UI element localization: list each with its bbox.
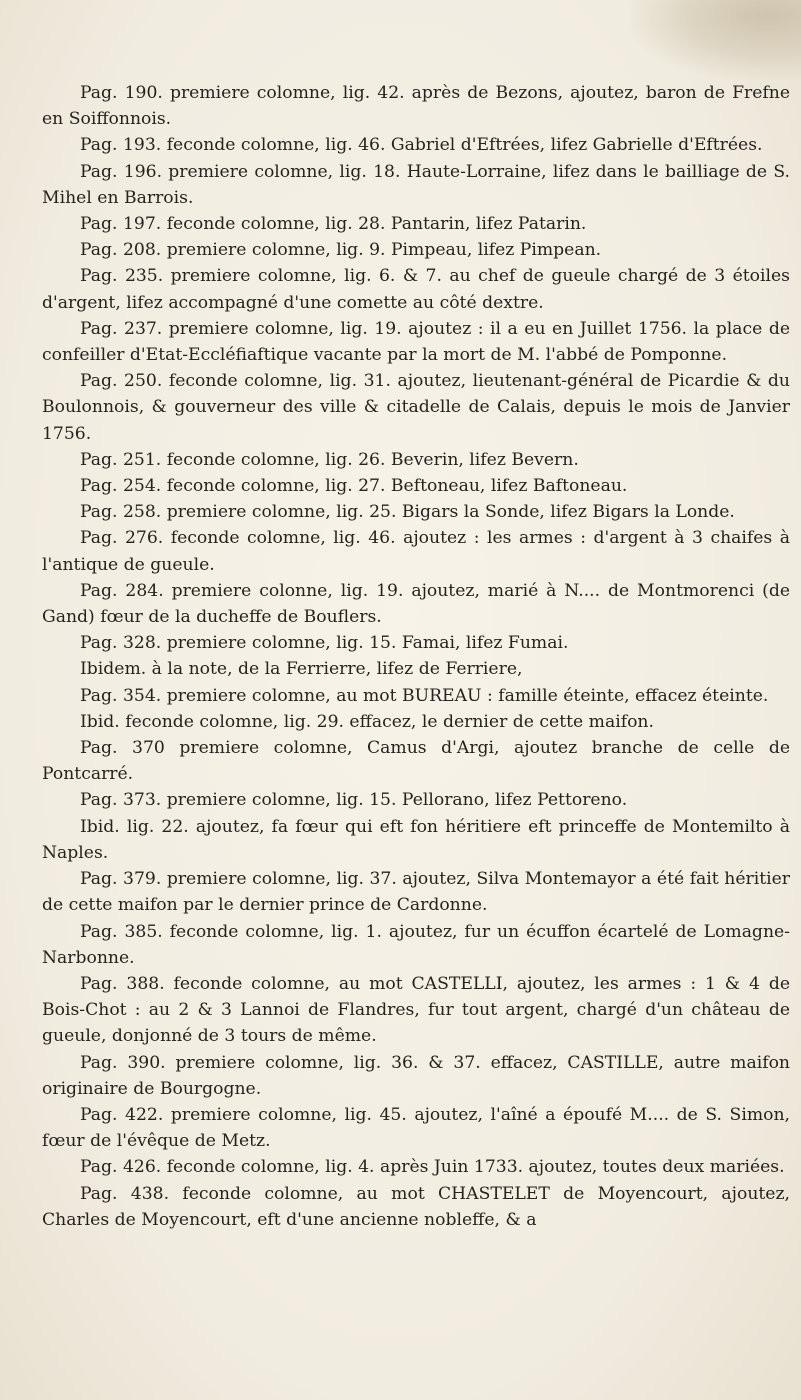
errata-entry: Pag. 251. feconde colomne, lig. 26. Beverin, lifez Bevern. [80, 449, 579, 470]
paper-stain [631, 0, 801, 80]
errata-entry: Pag. 354. premiere colomne, au mot BUREAU : famille éteinte, effacez éteinte. [80, 685, 769, 706]
errata-entry: Pag. 208. premiere colomne, lig. 9. Pimpeau, lifez Pimpean. [80, 240, 602, 261]
errata-entry: Pag. 284. premiere colonne, lig. 19. ajoutez, marié à N.... de Montmorenci (de Gand) fœur de la ducheffe de Bouflers. [42, 580, 790, 628]
errata-entry: Pag. 373. premiere colomne, lig. 15. Pellorano, lifez Pettoreno. [80, 790, 628, 811]
errata-entry: Pag. 422. premiere colomne, lig. 45. ajoutez, l'aîné a époufé M.... de S. Simon, fœur de l'évêque de Metz. [42, 1104, 790, 1152]
errata-entry: Pag. 193. feconde colomne, lig. 46. Gabriel d'Eftrées, lifez Gabrielle d'Eftrées. [80, 135, 763, 156]
errata-entry: Pag. 276. feconde colomne, lig. 46. ajoutez : les armes : d'argent à 3 chaifes à l'antique de gueule. [42, 528, 790, 575]
errata-entry: Pag. 197. feconde colomne, lig. 28. Pantarin, lifez Patarin. [80, 214, 587, 235]
errata-entry: Pag. 258. premiere colomne, lig. 25. Bigars la Sonde, lifez Bigars la Londe. [80, 502, 735, 523]
errata-entry: Pag. 235. premiere colomne, lig. 6. & 7. au chef de gueule chargé de 3 étoiles d'argent, lifez accompagné d'une comette au côté dextre. [42, 266, 790, 313]
errata-entry: Pag. 370 premiere colomne, Camus d'Argi, ajoutez branche de celle de Pontcarré. [42, 738, 790, 785]
errata-entry: Pag. 190. premiere colomne, lig. 42. après de Bezons, ajoutez, baron de Frefne en Soiffonnois. [42, 83, 790, 130]
errata-entry: Pag. 237. premiere colomne, lig. 19. ajoutez : il a eu en Juillet 1756. la place de confeiller d'Etat-Eccléfiaftique vacante par la mort de M. l'abbé de Pomponne. [42, 318, 790, 366]
errata-entry: Pag. 328. premiere colomne, lig. 15. Famai, lifez Fumai. [80, 633, 569, 654]
errata-text [42, 80, 790, 1233]
errata-entry: Ibidem. à la note, de la Ferrierre, lifez de Ferriere, [80, 659, 523, 680]
errata-entry: Pag. 426. feconde colomne, lig. 4. après Juin 1733. ajoutez, toutes deux mariées. [80, 1157, 785, 1178]
errata-entry: Pag. 196. premiere colomne, lig. 18. Haute-Lorraine, lifez dans le bailliage de S. Mihel en Barrois. [42, 161, 790, 208]
errata-entry: Pag. 254. feconde colomne, lig. 27. Beftoneau, lifez Baftoneau. [80, 476, 628, 497]
errata-entry: Pag. 250. feconde colomne, lig. 31. ajoutez, lieutenant-général de Picardie & du Boulonnois, & gouverneur des ville & citadelle de Calais, depuis le mois de Janvier 1756. [42, 371, 790, 444]
errata-entry: Pag. 388. feconde colomne, au mot CASTELLI, ajoutez, les armes : 1 & 4 de Bois-Chot : au 2 & 3 Lannoi de Flandres, fur tout argent, chargé d'un château de gueule, donjonné de 3 tours de même. [42, 973, 790, 1047]
errata-entry: Pag. 390. premiere colomne, lig. 36. & 37. effacez, CASTILLE, autre maifon originaire de Bourgogne. [42, 1052, 790, 1099]
errata-entry: Pag. 438. feconde colomne, au mot CHASTELET de Moyencourt, ajoutez, Charles de Moyencourt, eft d'une ancienne nobleffe, & a [42, 1183, 790, 1230]
errata-entry: Ibid. feconde colomne, lig. 29. effacez, le dernier de cette maifon. [80, 711, 654, 732]
errata-entry: Pag. 385. feconde colomne, lig. 1. ajoutez, fur un écuffon écartelé de Lomagne-Narbonne. [42, 921, 790, 968]
errata-entry: Pag. 379. premiere colomne, lig. 37. ajoutez, Silva Montemayor a été fait héritier de cette maifon par le dernier prince de Cardonne. [42, 869, 790, 916]
errata-entry: Ibid. lig. 22. ajoutez, fa fœur qui eft fon héritiere eft princeffe de Montemilto à Naples. [42, 816, 790, 863]
